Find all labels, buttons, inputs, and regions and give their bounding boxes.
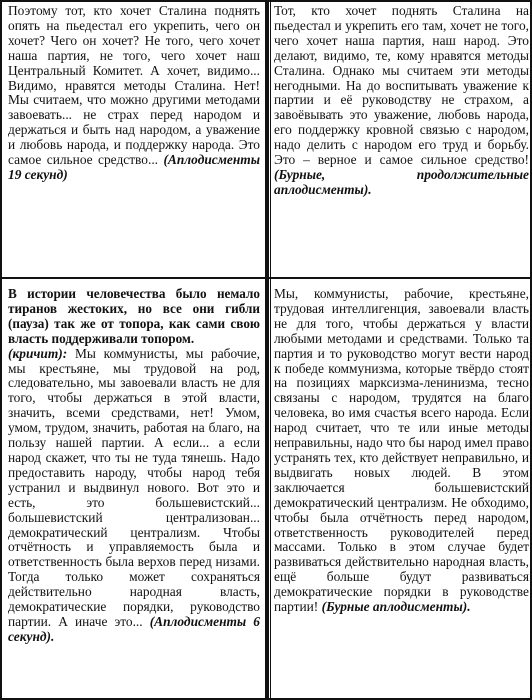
published-text-top: [274, 4, 529, 198]
column-divider: [265, 2, 269, 698]
spoken-text-bottom-body: Мы коммунисты, мы рабочие, мы крестьяне, мы трудовой на род, следовательно, мы завоевали власть не для того, чтобы держаться в этой власти, значить, всеми средствами, нет! Умом, умом, трудом, значить, работая на благо, на пользу нашей партии. А если... а если народ скажет, что ты не туда тянешь. Надо предоставить народу, чтобы народ тебя устранил и выдвинул нового. Вот это и есть, это большевистский... большевистский централизован... демократический централизм. Чтобы отчётность и управляемость была и ответственность была верхов перед низами. Тогда только может сохраняться действительно народная власть, демократические порядки, руководство партии. А иначе это...: [8, 345, 260, 629]
cell-spoken-top: [8, 4, 260, 275]
stage-direction: (кричит):: [8, 345, 68, 361]
published-text-bottom: [274, 287, 529, 615]
published-text-bottom-body: Мы, коммунисты, рабочие, крестьяне, трудовая интеллигенция, завоевали власть не для того, чтобы держаться у власти любыми методами и средствами. Только та партия и то руководство могут вести народ к победе коммунизма, которые твёрдо стоят на позициях марксизма-ленинизма, тесно связаны с народом, трудятся на благо человека, во имя счастья всего народа. Если народ считает, что те или иные методы неправильны, надо что бы народ имел право устранять тех, кто действует неправильно, и выдвигать новых людей. В этом заключается большевистский демократический централизм. Не обходимо, чтобы была отчётность перед народом, ответственность руководителей перед массами. Только в этом случае будет развиваться действительно народная власть, ещё больше будут развиваться демократические порядки в руководстве партии!: [274, 287, 529, 615]
spoken-text-bottom: [8, 347, 260, 645]
published-top-remark: (Бурные, продолжительные аплодисменты).: [274, 166, 529, 197]
spoken-text-top: [8, 4, 260, 183]
spoken-bottom-lead: В истории человечества было немало тиранов жестоких, но все они гибли (пауза) так же от топора, как сами свою власть поддерживали топором.: [8, 287, 260, 346]
row-divider: [2, 277, 530, 279]
spoken-text-top-body: Поэтому тот, кто хочет Сталина поднять опять на пьедестал его укрепить, чего он хочет? Чего он хочет? Не того, чего хочет наша партия, не того, чего хочет наш Центральный Комитет. А хочет, видимо... Видимо, нравятся методы Сталина. Нет! Мы считаем, что можно другими методами завоевать... не страх перед народом и держаться и быть над народом, а уважение и любовь народа, и поддержку народа. Это самое сильное средство...: [8, 4, 260, 168]
spoken-bottom-remark: (Аплодисменты 6 секунд).: [8, 613, 260, 644]
spoken-top-remark: (Аплодисменты 19 секунд): [8, 152, 260, 182]
cell-spoken-bottom: [8, 287, 260, 698]
cell-published-top: [274, 4, 529, 275]
published-bottom-remark: (Бурные аплодисменты).: [321, 599, 471, 615]
published-text-top-body: Тот, кто хочет поднять Сталина на пьедестал и укрепить его там, хочет не того, чего хочет наша партия, наш народ. Это делают, видимо, те, кому нравятся методы Сталина. Однако мы считаем эти методы негодными. На до воспитывать уважение к партии и её руководству не страхом, а завоёвывать это уважение, любовь народа, его поддержку кровной связью с народом, надо делить с народом его труд и борьбу. Это – верное и самое сильное средство!: [274, 4, 529, 168]
cell-published-bottom: [274, 287, 529, 698]
